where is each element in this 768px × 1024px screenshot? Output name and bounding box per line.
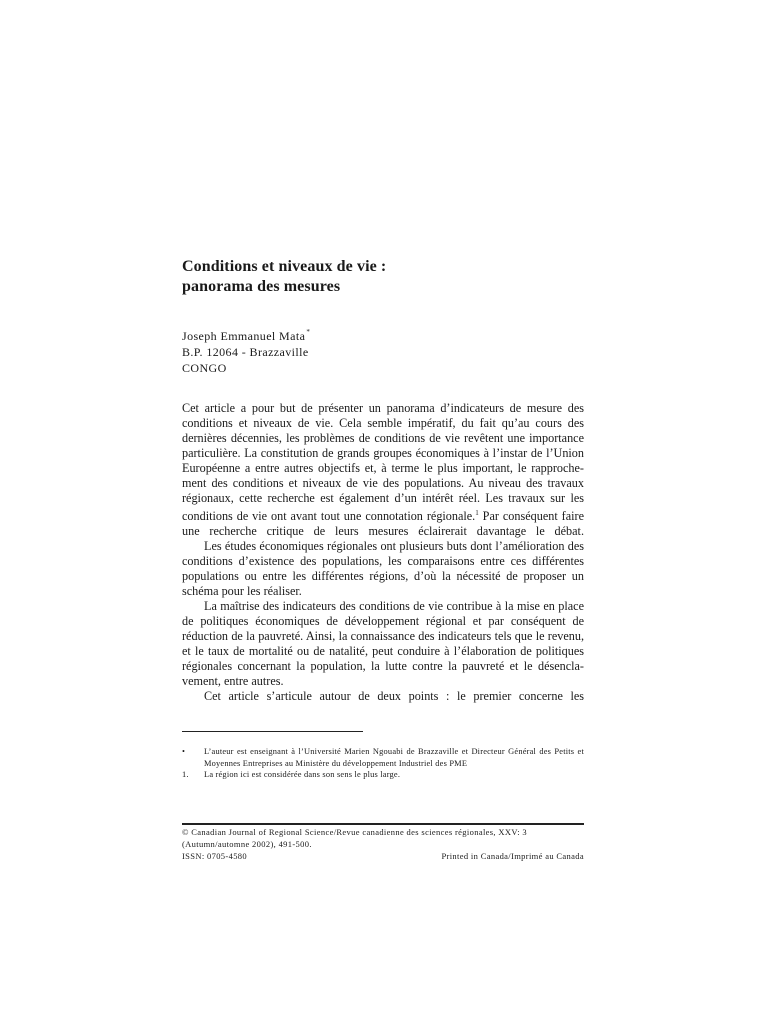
document-page (182, 0, 584, 1024)
paragraph-1 (182, 401, 584, 539)
issn: ISSN: 0705-4580 (182, 851, 247, 861)
author-address: B.P. 12064 - Brazzaville (182, 345, 309, 359)
paragraph-2: Les études économiques régionales ont plusieurs buts dont l’amélioration des conditions d’existence des populations, les comparaisons entre ces différentes populations ou entre les différentes régions, d’où la nécessité de proposer un schéma pour les réaliser. (182, 539, 584, 598)
paragraph-3: La maîtrise des indicateurs des conditions de vie contribue à la mise en place de politiques économiques de développement régional et par conséquent de réduction de la pauvreté. Ainsi, la connaissance des indicateurs tels que le revenu, et le taux de mortalité ou de natalité, peut conduire à l’élaboration de politiques régionales concernant la population, la lutte contre la pauvreté et le désencla-vement, entre autres. (182, 599, 584, 688)
copyright-block (182, 826, 584, 862)
paragraph-1-text: Cet article a pour but de présenter un panorama d’indicateurs de mesure des conditions et niveaux de vie. Cela semble impératif, du fait qu’au cours des dernières décennies, les problèmes de conditions de vie revêtent une importance particulière. La constitution de grands groupes économiques à l’instar de l’Union Européenne a entre autres objectifs et, à terme le plus important, le rapproche-ment des conditions et niveaux de vie des populations. Au niveau des travaux régionaux, cette recherche est également d’un intérêt réel. Les travaux sur les conditions de vie ont avant tout une connotation régionale. (182, 401, 584, 523)
author-footnote-marker: * (306, 328, 311, 336)
title-line-2: panorama des mesures (182, 278, 341, 295)
title-line-1: Conditions et niveaux de vie : (182, 258, 387, 275)
author-name: Joseph Emmanuel Mata (182, 329, 306, 343)
footnote-author (182, 746, 584, 769)
author-block (182, 324, 584, 376)
author-name-line (182, 324, 584, 344)
article-title (182, 257, 584, 297)
footnote-text: L’auteur est enseignant à l’Université Marien Ngouabi de Brazzaville et Directeur Général des Petits et Moyennes Entreprises au Ministère du développement Industriel des PME (204, 747, 584, 768)
printed-in: Printed in Canada/Imprimé au Canada (441, 851, 584, 861)
copyright-line-3 (182, 850, 584, 862)
copyright-separator (182, 823, 584, 825)
footnotes (182, 746, 584, 781)
footnote-separator (182, 731, 363, 732)
footnote-reference-1: 1 (475, 509, 479, 517)
footnote-mark: 1. (182, 770, 189, 779)
footnote-mark: • (182, 747, 186, 756)
copyright-line-1: © Canadian Journal of Regional Science/Revue canadienne des sciences régionales, XXV: 3 (182, 827, 528, 837)
article-body (182, 401, 584, 704)
paragraph-4: Cet article s’articule autour de deux points : le premier concerne les (204, 689, 584, 703)
author-country: CONGO (182, 361, 227, 375)
footnote-text: La région ici est considérée dans son sens le plus large. (204, 770, 401, 779)
footnote-1 (182, 769, 584, 781)
copyright-line-2: (Autumn/automne 2002), 491-500. (182, 839, 312, 849)
paragraph-1-text-continued: Par conséquent faire une recherche critique de leurs mesures éclairerait davantage le débat. (182, 509, 584, 538)
